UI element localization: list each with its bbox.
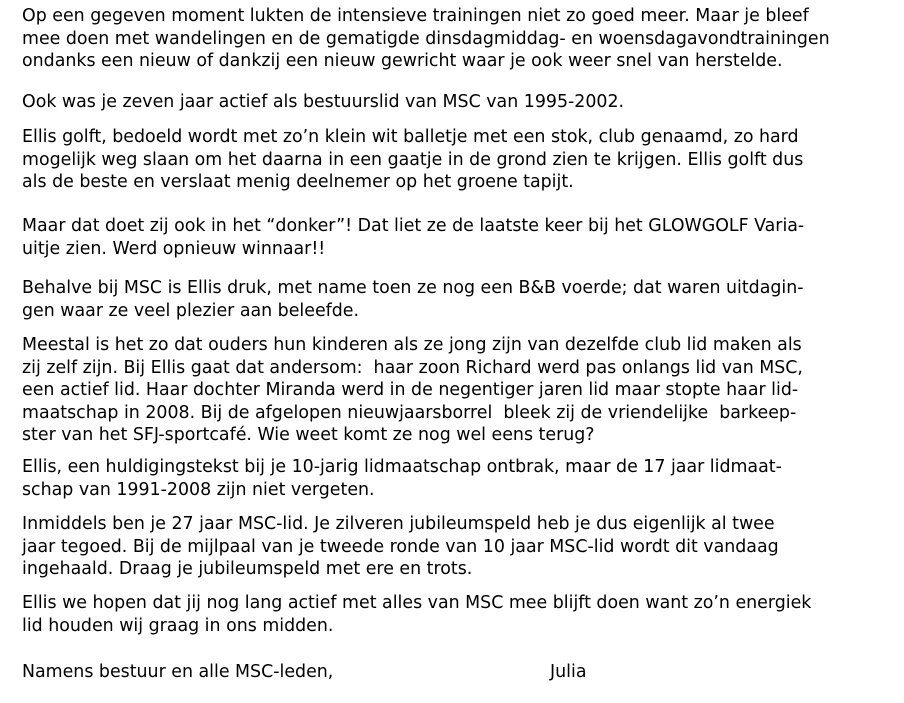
text-line: Behalve bij MSC is Ellis druk, met name toen ze nog een B&B voerde; dat waren uitdagin- (22, 278, 804, 298)
paragraph-closing (22, 592, 811, 637)
text-line: ondanks een nieuw of dankzij een nieuw gewricht waar je ook weer snel van herstelde. (22, 51, 783, 71)
paragraph-board-member (22, 91, 624, 114)
signoff (22, 661, 892, 684)
paragraph-training (22, 5, 830, 73)
text-line: mee doen met wandelingen en de gematigde dinsdagmiddag- en woensdagavondtrainingen (22, 28, 830, 49)
text-line: jaar tegoed. Bij de mijlpaal van je tweede ronde van 10 jaar MSC-lid wordt dit vandaag (22, 536, 779, 557)
signoff-name: Julia (550, 662, 587, 682)
paragraph-bnb (22, 277, 804, 322)
text-line: Ellis, een huldigingstekst bij je 10-jarig lidmaatschap ontbrak, maar de 17 jaar lidmaat- (22, 457, 782, 477)
text-line: Ellis golft, bedoeld wordt met zo’n klein wit balletje met een stok, club genaamd, zo hard (22, 127, 799, 147)
text-line: Op een gegeven moment lukten de intensieve trainingen niet zo goed meer. Maar je bleef (22, 6, 809, 26)
text-line: uitje zien. Werd opnieuw winnaar!! (22, 238, 326, 259)
text-line: Maar dat doet zij ook in het “donker”! Dat liet ze de laatste keer bij het GLOWGOLF Varia- (22, 216, 805, 236)
text-line: ster van het SFJ-sportcafé. Wie weet komt ze nog wel eens terug? (22, 425, 595, 445)
text-line: gen waar ze veel plezier aan beleefde. (22, 300, 360, 321)
text-line: een actief lid. Haar dochter Miranda werd in de negentiger jaren lid maar stopte haar lid- (22, 380, 799, 400)
text-line: Meestal is het zo dat ouders hun kinderen als ze jong zijn van dezelfde club lid maken als (22, 335, 802, 355)
text-line: Inmiddels ben je 27 jaar MSC-lid. Je zilveren jubileumspeld heb je dus eigenlijk al twee (22, 514, 775, 534)
text-line: maatschap in 2008. Bij de afgelopen nieuwjaarsborrel bleek zij de vriendelijke barkeep- (22, 402, 797, 423)
text-line: zij zelf zijn. Bij Ellis gaat dat andersom: haar zoon Richard werd pas onlangs lid van MSC, (22, 357, 803, 378)
text-line: lid houden wij graag in ons midden. (22, 615, 334, 636)
text-line: Ook was je zeven jaar actief als bestuurslid van MSC van 1995-2002. (22, 92, 625, 112)
text-line: ingehaald. Draag je jubileumspeld met ere en trots. (22, 559, 473, 579)
paragraph-glowgolf (22, 215, 804, 260)
text-line: schap van 1991-2008 zijn niet vergeten. (22, 479, 375, 500)
paragraph-family (22, 334, 803, 447)
paragraph-membership (22, 456, 782, 501)
paragraph-jubilee (22, 513, 779, 581)
text-line: mogelijk weg slaan om het daarna in een gaatje in de grond zien te krijgen. Ellis golft dus (22, 149, 804, 170)
text-line: Ellis we hopen dat jij nog lang actief met alles van MSC mee blijft doen want zo’n energiek (22, 593, 812, 613)
signoff-from: Namens bestuur en alle MSC-leden, (22, 662, 334, 682)
text-line: als de beste en verslaat menig deelnemer op het groene tapijt. (22, 172, 574, 192)
paragraph-golf (22, 126, 803, 194)
